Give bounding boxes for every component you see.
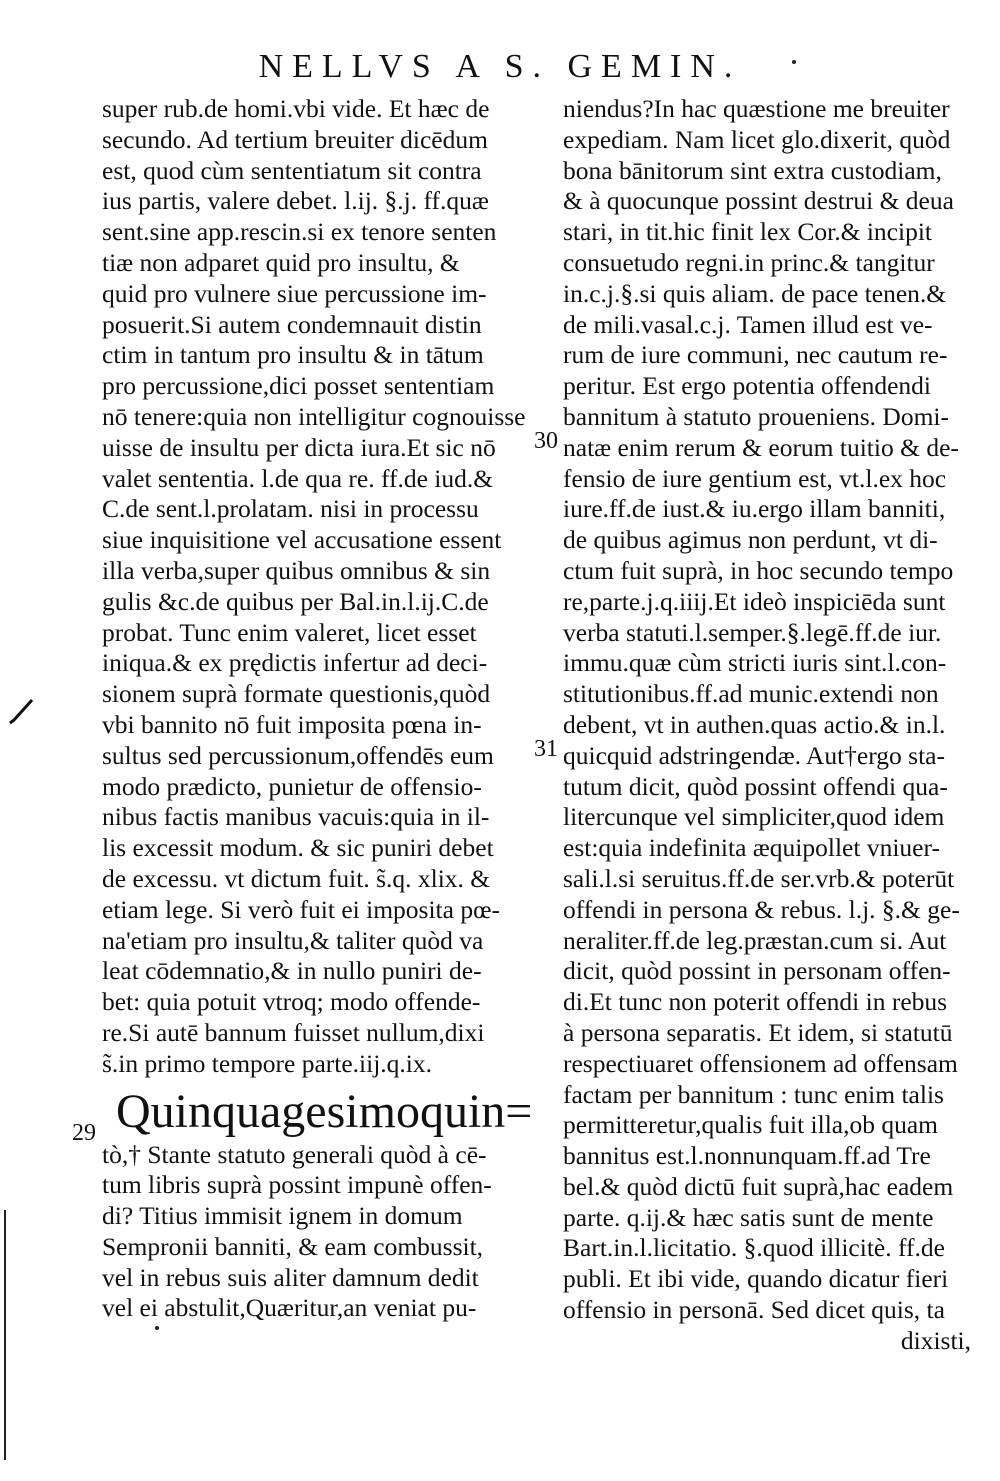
text-line: est:quia indefinita æquipollet vniuer- xyxy=(563,833,940,863)
margin-number-31: 31 xyxy=(534,736,558,762)
text-line: bel.& quòd dictū fuit suprà,hac eadem xyxy=(563,1171,954,1201)
page-edge-rule xyxy=(4,1210,6,1460)
text-line: illa verba,super quibus omnibus & sin xyxy=(102,555,491,585)
margin-slash-mark xyxy=(6,697,36,727)
text-line: dixisti, xyxy=(900,1325,971,1355)
text-line: ctum fuit suprà, in hoc secundo tempo xyxy=(563,555,954,585)
text-line: valet sententia. l.de qua re. ff.de iud.& xyxy=(102,463,494,493)
text-line: siue inquisitione vel accusatione essent xyxy=(102,525,502,555)
text-line: gulis &c.de quibus per Bal.in.l.ij.C.de xyxy=(102,586,489,616)
text-line: s̃.in primo tempore parte.iij.q.ix. xyxy=(102,1048,433,1078)
text-line: nō tenere:quia non intelligitur cognouisse xyxy=(102,401,526,431)
text-line: tutum dicit, quòd possint offendi qua- xyxy=(563,771,948,801)
text-line: posuerit.Si autem condemnauit distin xyxy=(102,309,482,339)
text-line: à persona separatis. Et idem, si statutū xyxy=(563,1017,953,1047)
text-line: tum libris suprà possint impunè offen- xyxy=(102,1170,492,1200)
section-initial-heading: Quinquagesimoquin= xyxy=(116,1084,533,1138)
text-line: parte. q.ij.& hæc satis sunt de mente xyxy=(563,1202,934,1232)
text-line: sent.sine app.rescin.si ex tenore senten xyxy=(102,217,497,247)
text-line: neraliter.ff.de leg.præstan.cum si. Aut xyxy=(563,925,947,955)
margin-number-30: 30 xyxy=(534,428,558,454)
text-line: de excessu. vt dictum fuit. s̃.q. xlix. & xyxy=(102,863,491,893)
text-line: pro percussione,dici posset sententiam xyxy=(102,371,495,401)
text-line: super rub.de homi.vbi vide. Et hæc de xyxy=(102,94,490,123)
text-line: expediam. Nam licet glo.dixerit, quòd xyxy=(563,124,951,154)
running-header: NELLVS A S. GEMIN. xyxy=(258,48,742,85)
text-line: di? Titius immisit ignem in domum xyxy=(102,1201,463,1231)
text-line: ctim in tantum pro insultu & in tātum xyxy=(102,340,484,370)
text-line: offensio in personā. Sed dicet quis, ta xyxy=(563,1295,945,1325)
text-line: tò,† Stante statuto generali quòd à cē- xyxy=(102,1139,487,1169)
text-line: secundo. Ad tertium breuiter dicēdum xyxy=(102,124,488,154)
text-line: bona bānitorum sint extra custodiam, xyxy=(563,155,942,185)
text-line: factam per bannitum : tunc enim talis xyxy=(563,1079,944,1109)
left-text-column xyxy=(102,94,533,1324)
text-line: natæ enim rerum & eorum tuitio & de- xyxy=(563,432,959,462)
text-line: de mili.vasal.c.j. Tamen illud est ve- xyxy=(563,309,933,339)
text-line: quid pro vulnere siue percussione im- xyxy=(102,278,487,308)
text-line: bet: quia potuit vtroq; modo offende- xyxy=(102,987,481,1017)
text-line: leat cōdemnatio,& in nullo puniri de- xyxy=(102,956,482,986)
text-line: peritur. Est ergo potentia offendendi xyxy=(563,371,932,401)
text-line: re,parte.j.q.iiij.Et ideò inspiciēda sunt xyxy=(563,586,946,616)
margin-number-29: 29 xyxy=(72,1120,96,1146)
text-line: ius partis, valere debet. l.ij. §.j. ff.quæ xyxy=(102,186,489,216)
text-line: stitutionibus.ff.ad munic.extendi non xyxy=(563,679,939,709)
text-line: publi. Et ibi vide, quando dicatur fieri xyxy=(563,1264,949,1294)
text-line: immu.quæ cùm stricti iuris sint.l.con- xyxy=(563,648,947,678)
text-line: probat. Tunc enim valeret, licet esset xyxy=(102,617,477,647)
text-line: bannitum à statuto proueniens. Domi- xyxy=(563,401,949,431)
text-line: consuetudo regni.in princ.& tangitur xyxy=(563,247,935,277)
text-line: bannitus est.l.nonnunquam.ff.ad Tre xyxy=(563,1141,931,1171)
text-line: modo prædicto, punietur de offensio- xyxy=(102,771,482,801)
text-line: iniqua.& ex prędictis infertur ad deci- xyxy=(102,648,488,678)
text-line: debent, vt in authen.quas actio.& in.l. xyxy=(563,709,946,739)
text-line: di.Et tunc non poterit offendi in rebus xyxy=(563,987,948,1017)
text-line: offendi in persona & rebus. l.j. §.& ge- xyxy=(563,894,960,924)
text-line: sali.l.si seruitus.ff.de ser.vrb.& poterūt xyxy=(563,863,955,893)
right-text-column xyxy=(563,94,971,1357)
text-line: respectiuaret offensionem ad offensam xyxy=(563,1048,958,1078)
text-line: sionem suprà formate questionis,quòd xyxy=(102,679,491,709)
text-line: Sempronii banniti, & eam combussit, xyxy=(102,1231,484,1261)
text-line: nibus factis manibus vacuis:quia in il- xyxy=(102,802,490,832)
text-line: re.Si autē bannum fuisset nullum,dixi xyxy=(102,1017,485,1047)
text-line: quicquid adstringendæ. Aut†ergo sta- xyxy=(563,740,945,770)
text-line: rum de iure communi, nec cautum re- xyxy=(563,340,948,370)
text-line: etiam lege. Si verò fuit ei imposita pœ- xyxy=(102,894,500,924)
text-line: litercunque vel simpliciter,quod idem xyxy=(563,802,945,832)
text-line: dicit, quòd possint in personam offen- xyxy=(563,956,951,986)
text-line: fensio de iure gentium est, vt.l.ex hoc xyxy=(563,463,947,493)
text-line: & à quocunque possint destrui & deua xyxy=(563,186,954,216)
text-line: vel ei abstulit,Quæritur,an veniat pu- xyxy=(102,1293,477,1323)
text-line: lis excessit modum. & sic puniri debet xyxy=(102,833,494,863)
text-line: vel in rebus suis aliter damnum dedit xyxy=(102,1262,479,1292)
text-line: in.c.j.§.si quis aliam. de pace tenen.& xyxy=(563,278,947,308)
text-line: est, quod cùm sententiatum sit contra xyxy=(102,155,482,185)
text-line: uisse de insultu per dicta iura.Et sic nō xyxy=(102,432,496,462)
text-line: Bart.in.l.licitatio. §.quod illicitè. ff.de xyxy=(563,1233,945,1263)
text-line: stari, in tit.hic finit lex Cor.& incipit xyxy=(563,217,933,247)
text-line: sultus sed percussionum,offendēs eum xyxy=(102,740,494,770)
text-line: permitteretur,qualis fuit illa,ob quam xyxy=(563,1110,939,1140)
text-line: vbi bannito nō fuit imposita pœna in- xyxy=(102,709,482,739)
ink-dot xyxy=(792,60,796,64)
text-line: de quibus agimus non perdunt, vt di- xyxy=(563,525,938,555)
text-line: tiæ non adparet quid pro insultu, & xyxy=(102,247,460,277)
text-line: niendus?In hac quæstione me breuiter xyxy=(563,94,950,123)
text-line: na'etiam pro insultu,& taliter quòd va xyxy=(102,925,484,955)
ink-dot xyxy=(155,1326,159,1330)
text-line: C.de sent.l.prolatam. nisi in processu xyxy=(102,494,479,524)
text-line: iure.ff.de iust.& iu.ergo illam banniti, xyxy=(563,494,946,524)
text-line: verba statuti.l.semper.§.legē.ff.de iur. xyxy=(563,617,942,647)
